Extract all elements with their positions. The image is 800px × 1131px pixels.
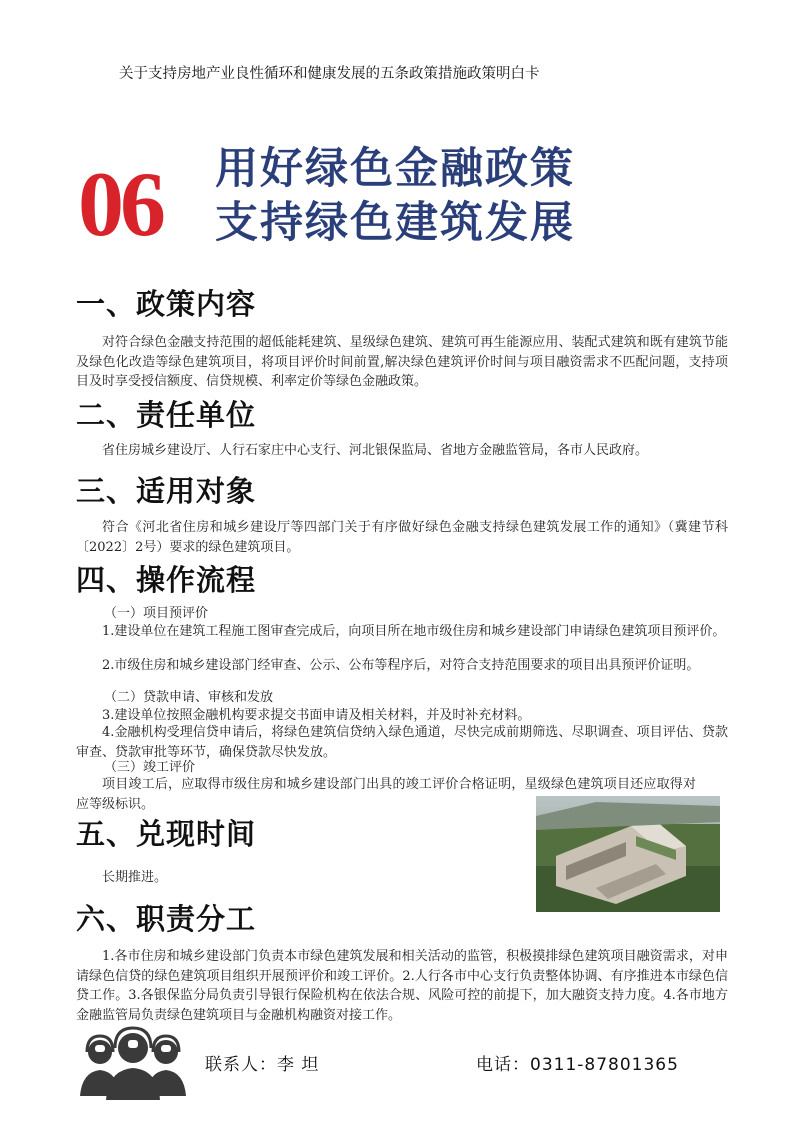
process-step-4: 4.金融机构受理信贷申请后，将绿色建筑信贷纳入绿色通道，尽快完成前期筛选、尽职调查、项目评估、贷款审查、贷款审批等环节，确保贷款尽快发放。 bbox=[76, 725, 728, 760]
building-aerial-photo bbox=[536, 796, 720, 912]
process-sub-heading-2: （二）贷款申请、审核和发放 bbox=[104, 690, 274, 705]
process-step-1: 1.建设单位在建筑工程施工图审查完成后，向项目所在地市级住房和城乡建设部门申请绿色建筑项目预评价。 bbox=[102, 624, 726, 639]
process-step-5: 项目竣工后，应取得市级住房和城乡建设部门出具的竣工评价合格证明，星级绿色建筑项目还应取得对应等级标识。 bbox=[76, 777, 696, 812]
heading-policy-content: 一、政策内容 bbox=[76, 287, 257, 321]
heading-applicable-objects: 三、适用对象 bbox=[76, 474, 257, 508]
heading-duty-division: 六、职责分工 bbox=[76, 902, 257, 936]
process-sub-heading-1: （一）项目预评价 bbox=[104, 606, 209, 621]
heading-fulfillment-time: 五、兑现时间 bbox=[76, 817, 257, 851]
applicable-objects-text: 符合《河北省住房和城乡建设厅等四部门关于有序做好绿色金融支持绿色建筑发展工作的通知》（冀建节科〔2022〕2号）要求的绿色建筑项目。 bbox=[76, 520, 728, 555]
process-step-2: 2.市级住房和城乡建设部门经审查、公示、公布等程序后，对符合支持范围要求的项目出具预评价证明。 bbox=[102, 658, 700, 673]
process-sub-heading-3: （三）竣工评价 bbox=[104, 760, 196, 775]
duty-division-text: 1.各市住房和城乡建设部门负责本市绿色建筑发展和相关活动的监管，积极摸排绿色建筑项目融资需求，对申请绿色信贷的绿色建筑项目组织开展预评价和竣工评价。2.人行各市中心支行负责整体协调、有序推进本市绿色信贷工作。3.各银保监分局负责引导银行保险机构在依法合规、风险可控的前提下，加大融资支持力度。4.各市地方金融监管局负责绿色建筑项目与金融机构融资对接工作。 bbox=[76, 949, 728, 1023]
policy-number: 06 bbox=[78, 153, 162, 255]
responsible-units-text: 省住房城乡建设厅、人行石家庄中心支行、河北银保监局、省地方金融监管局，各市人民政府。 bbox=[102, 443, 649, 458]
process-step-3: 3.建设单位按照金融机构要求提交书面申请及相关材料，并及时补充材料。 bbox=[102, 708, 531, 723]
top-title: 关于支持房地产业良性循环和健康发展的五条政策措施政策明白卡 bbox=[119, 66, 540, 82]
policy-title-line-2: 支持绿色建筑发展 bbox=[215, 198, 575, 248]
heading-responsible-units: 二、责任单位 bbox=[76, 398, 257, 432]
customer-service-icon bbox=[78, 1022, 188, 1102]
heading-process: 四、操作流程 bbox=[76, 563, 257, 597]
policy-content-text: 对符合绿色金融支持范围的超低能耗建筑、星级绿色建筑、建筑可再生能源应用、装配式建筑和既有建筑节能及绿色化改造等绿色建筑项目，将项目评价时间前置,解决绿色建筑评价时间与项目融资需求不匹配问题，支持项目及时享受授信额度、信贷规模、利率定价等绿色金融政策。 bbox=[76, 335, 728, 389]
policy-title-line-1: 用好绿色金融政策 bbox=[215, 144, 575, 194]
contact-person: 联系人：李 坦 bbox=[205, 1055, 320, 1075]
contact-phone: 电话：0311-87801365 bbox=[476, 1055, 679, 1075]
fulfillment-time-text: 长期推进。 bbox=[102, 870, 168, 885]
